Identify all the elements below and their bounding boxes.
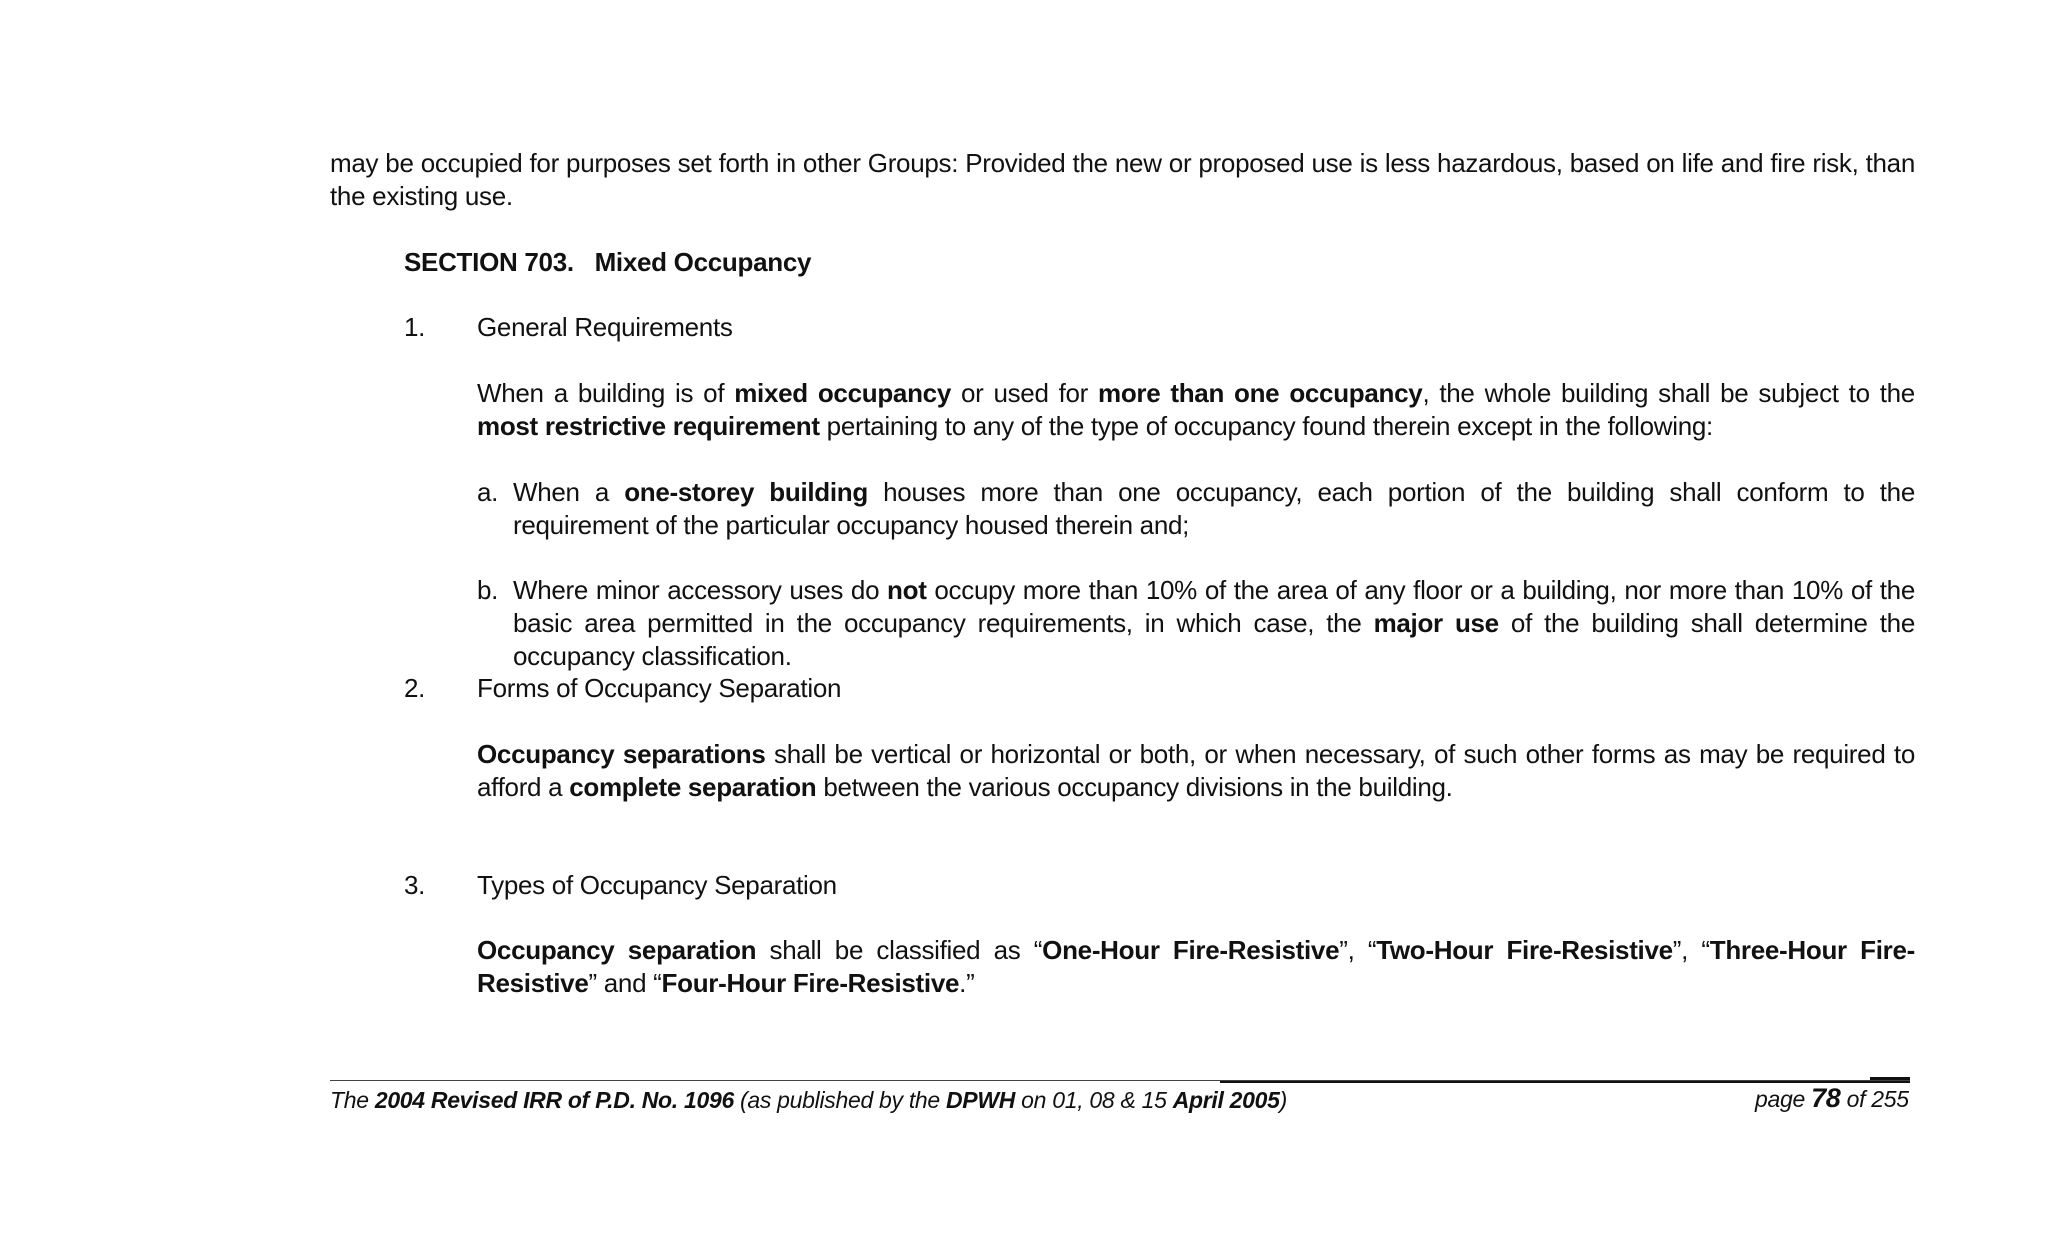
item3-paragraph: Occupancy separation shall be classified as “One-Hour Fire-Resistive”, “Two-Hour Fire-Resistive”, “Three-Hour Fire-Resistive” and “Four-Hour Fire-Resistive.” — [477, 935, 1915, 998]
footer-rule-tick — [1870, 1077, 1910, 1080]
list-item-b: Where minor accessory uses do not occupy more than 10% of the area of any floor or a building, nor more than 10% of the basic area permitted in the occupancy requirements, in which case, the major use of the building shall determine the occupancy classification. — [513, 575, 1915, 671]
page-number: 78 — [1811, 1083, 1841, 1113]
section-title: Mixed Occupancy — [594, 247, 812, 277]
item3-heading: Types of Occupancy Separation — [477, 870, 837, 900]
list-item-a: When a one-storey building houses more than one occupancy, each portion of the building shall conform to the requirement of the particular occupancy housed therein and; — [513, 477, 1915, 540]
item2-number: 2. — [404, 673, 426, 703]
item2-paragraph: Occupancy separations shall be vertical or horizontal or both, or when necessary, of such other forms as may be required to afford a complete separation between the various occupancy divisions in the building. — [477, 739, 1916, 802]
item1-paragraph: When a building is of mixed occupancy or used for more than one occupancy, the whole building shall be subject to the most restrictive requirement pertaining to any of the type of occupancy found therein except in the following: — [477, 378, 1915, 441]
footer-page-number: page 78 of 255 — [1755, 1083, 1909, 1113]
section-heading — [404, 246, 811, 279]
intro-paragraph: may be occupied for purposes set forth in other Groups: Provided the new or proposed use is less hazardous, based on life and fire risk, than the existing use. — [330, 148, 1915, 211]
item3-number: 3. — [404, 870, 426, 900]
item2-heading: Forms of Occupancy Separation — [477, 673, 842, 703]
section-number: SECTION 703. — [404, 247, 574, 277]
list-marker-a: a. — [477, 477, 499, 507]
item1-heading: General Requirements — [477, 312, 733, 342]
list-marker-b: b. — [477, 575, 499, 605]
item1-number: 1. — [404, 312, 426, 342]
footer-citation: The 2004 Revised IRR of P.D. No. 1096 (as published by the DPWH on 01, 08 & 15 April 2005) — [330, 1087, 1287, 1113]
footer-rule-thick — [1220, 1081, 1910, 1083]
